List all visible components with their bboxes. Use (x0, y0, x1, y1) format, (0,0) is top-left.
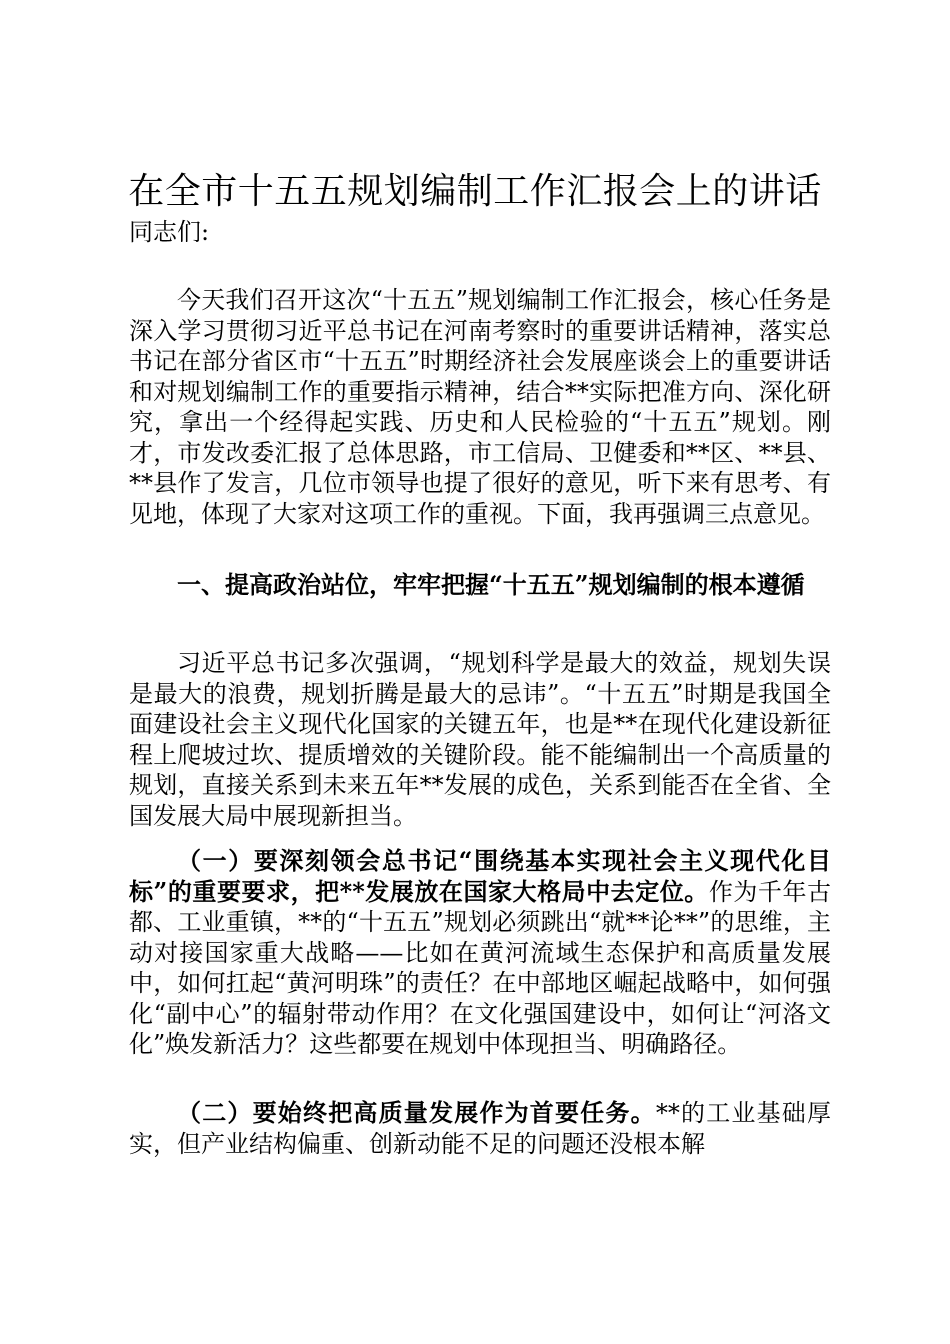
subsection-two-body: **的工业基础厚实，但产业结构偏重、创新动能不足的问题还没根本解 (129, 1099, 832, 1158)
document-title: 在全市十五五规划编制工作汇报会上的讲话 (128, 171, 822, 212)
subsection-one-lead: （一）要深刻领会总书记“围绕基本实现社会主义现代化目标”的重要要求，把**发展放在国家大格局中去定位。 (129, 846, 831, 906)
section-one-paragraph: 习近平总书记多次强调，“规划科学是最大的效益，规划失误是最大的浪费，规划折腾是最大的忌讳”。“十五五”时期是我国全面建设社会主义现代化国家的关键五年，也是**在现代化建设新征程上爬坡过坎、提质增效的关键阶段。能不能编制出一个高质量的规划，直接关系到未来五年**发展的成色，关系到能否在全省、全国发展大局中展现新担当。 (129, 649, 831, 830)
salutation: 同志们: (129, 218, 210, 246)
subsection-one-body: 作为千年古都、工业重镇，**的“十五五”规划必须跳出“就**论**”的思维，主动对接国家重大战略——比如在黄河流域生态保护和高质量发展中，如何扛起“黄河明珠”的责任？在中部地区崛起战略中，如何强化“副中心”的辐射带动作用？在文化强国建设中，如何让“河洛文化”焕发新活力？这些都要在规划中体现担当、明确路径。 (129, 877, 831, 1058)
section-one-heading: 一、提高政治站位，牢牢把握“十五五”规划编制的根本遵循 (177, 570, 805, 599)
intro-paragraph: 今天我们召开这次“十五五”规划编制工作汇报会，核心任务是深入学习贯彻习近平总书记在河南考察时的重要讲话精神，落实总书记在部分省区市“十五五”时期经济社会发展座谈会上的重要讲话和对规划编制工作的重要指示精神，结合**实际把准方向、深化研究，拿出一个经得起实践、历史和人民检验的“十五五”规划。刚才，市发改委汇报了总体思路，市工信局、卫健委和**区、**县、**县作了发言，几位市领导也提了很好的意见，听下来有思考、有见地，体现了大家对这项工作的重视。下面，我再强调三点意见。 (129, 286, 831, 528)
subsection-two-lead: （二）要始终把高质量发展作为首要任务。 (177, 1098, 656, 1127)
subsection-two-paragraph (129, 1098, 831, 1159)
subsection-one-paragraph (129, 846, 831, 1060)
